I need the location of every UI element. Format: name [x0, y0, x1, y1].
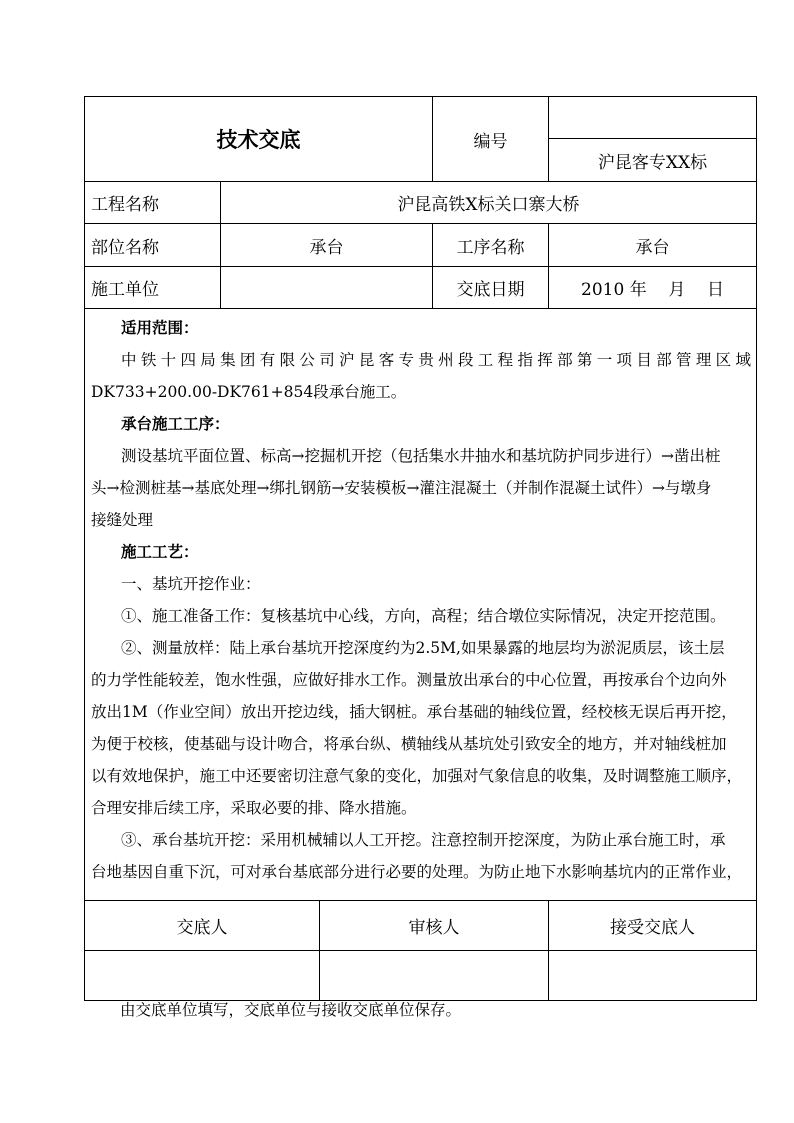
giver-signature-cell[interactable] [85, 951, 319, 1000]
receiver-label: 接受交底人 [610, 918, 695, 938]
code-label: 编号 [473, 131, 508, 152]
document-title: 技术交底 [216, 127, 301, 152]
procedure-heading: 承台施工工序： [121, 414, 230, 433]
step1-item2-line6: 合理安排后续工序，采取必要的排、降水措施。 [91, 799, 417, 817]
row-divider-4 [84, 308, 757, 309]
step1-title: 一、基坑开挖作业： [121, 575, 261, 593]
part-label: 部位名称 [91, 237, 159, 258]
date-value: 2010 年 月 日 [581, 280, 724, 300]
procedure-line-1: 测设基坑平面位置、标高→挖掘机开挖（包括集水井抽水和基坑防护同步进行）→凿出桩 [121, 447, 721, 465]
date-label: 交底日期 [456, 280, 525, 300]
table-border-right [756, 96, 757, 1001]
step1-item2-line4: 为便于校核，使基础与设计吻合，将承台纵、横轴线从基坑处引致安全的地方，并对轴线桩加 [91, 735, 727, 753]
step1-item1: ①、施工准备工作：复核基坑中心线，方向，高程；结合墩位实际情况，决定开挖范围。 [121, 607, 726, 625]
scope-line-1: 中铁十四局集团有限公司沪昆客专贵州段工程指挥部第一项目部管理区域 [121, 351, 751, 369]
step1-item2-line1: ②、测量放样：陆上承台基坑开挖深度约为2.5M,如果暴露的地层均为淤泥质层，该土层 [121, 639, 725, 657]
reviewer-signature-cell[interactable] [320, 951, 548, 1000]
footer-note: 由交底单位填写，交底单位与接收交底单位保存。 [120, 1001, 462, 1019]
process-heading: 施工工艺： [121, 542, 199, 561]
unit-value [221, 267, 432, 308]
part-value: 承台 [309, 237, 344, 258]
procedure-line-2: 头→检测桩基→基底处理→绑扎钢筋→安装模板→灌注混凝土（并制作混凝土试件）→与墩身 [91, 479, 712, 497]
step1-item3-line1: ③、承台基坑开挖：采用机械辅以人工开挖。注意控制开挖深度，为防止承台施工时，承 [121, 831, 726, 849]
step1-item2-line3: 放出1M（作业空间）放出开挖边线，插大钢桩。承台基础的轴线位置，经校核无误后再开挖， [91, 703, 737, 721]
step1-item3-line2: 台地基因自重下沉，可对承台基底部分进行必要的处理。为防止地下水影响基坑内的正常作业， [91, 863, 743, 881]
code-value: 沪昆客专XX标 [597, 152, 708, 173]
reviewer-label: 审核人 [408, 918, 460, 938]
content-section [91, 312, 751, 888]
receiver-signature-cell[interactable] [549, 951, 756, 1000]
project-value: 沪昆高铁X标关口寨大桥 [397, 195, 580, 215]
procedure-line-3: 接缝处理 [91, 511, 154, 529]
scope-heading: 适用范围： [121, 318, 199, 337]
step1-item2-line2: 的力学性能较差，饱水性强，应做好排水工作。测量放出承台的中心位置，再按承台个边向外 [91, 671, 727, 689]
unit-label: 施工单位 [91, 280, 159, 300]
process-value: 承台 [635, 237, 670, 258]
step1-item2-line5: 以有效地保护，施工中还要密切注意气象的变化，加强对气象信息的收集，及时调整施工顺序， [91, 767, 743, 785]
scope-line-2: DK733+200.00-DK761+854段承台施工。 [91, 383, 407, 401]
giver-label: 交底人 [176, 918, 228, 938]
project-label: 工程名称 [91, 195, 159, 215]
process-label: 工序名称 [456, 237, 525, 258]
